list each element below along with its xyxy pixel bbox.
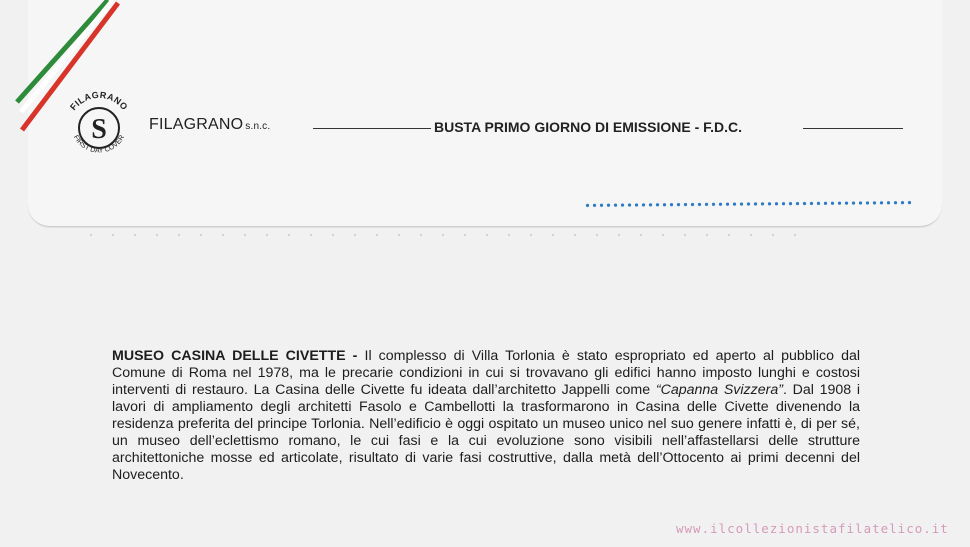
title-rule-right <box>803 128 903 129</box>
description-lead: MUSEO CASINA DELLE CIVETTE - <box>112 348 358 364</box>
flap-perforation-dots <box>80 232 810 238</box>
website-watermark: www.ilcollezionistafilatelico.it <box>676 521 949 536</box>
filagrano-seal-logo <box>60 88 138 166</box>
description-italic: “Capanna Svizzera” <box>655 382 783 398</box>
description-text-part2: . Dal 1908 i lavori di ampliamento degli architetti Fasolo e Cambellotti la trasformarono in Casina delle Civette divenendo la residenza preferita del principe Torlonia. Nell’edificio è oggi ospitato un museo unico nel suo genere infatti è, di per sé, un museo dell’eclettismo romano, le cui fasi e la cui evoluzione sono visibili nell’affastellarsi delle strutture architettoniche mosse ed articolate, risultato di varie fasi costruttive, dalla metà dell’Ottocento ai primi decenni del Novecento. <box>112 382 860 483</box>
title-rule-left <box>313 128 431 129</box>
brand-name-text: FILAGRANO <box>149 116 244 133</box>
envelope-flap <box>28 0 942 227</box>
seal-bottom-text: FIRST DAY COVER <box>71 134 127 155</box>
brand-name <box>149 116 270 134</box>
brand-suffix: s.n.c. <box>245 121 271 132</box>
cover-title: BUSTA PRIMO GIORNO DI EMISSIONE - F.D.C. <box>434 119 743 135</box>
museum-description <box>112 348 860 484</box>
seal-top-text: FILAGRANO <box>68 89 130 113</box>
seal-center-letter: S <box>91 114 107 145</box>
description-text-part1: Il complesso di Villa Torlonia è stato espropriato ed aperto al pubblico dal Comune di Roma nel 1978, ma le precarie condizioni in cui si trovavano gli edifici hanno imposto lunghi e costosi interventi di restauro. La Casina delle Civette fu ideata dall’architetto Jappelli come <box>112 348 860 398</box>
